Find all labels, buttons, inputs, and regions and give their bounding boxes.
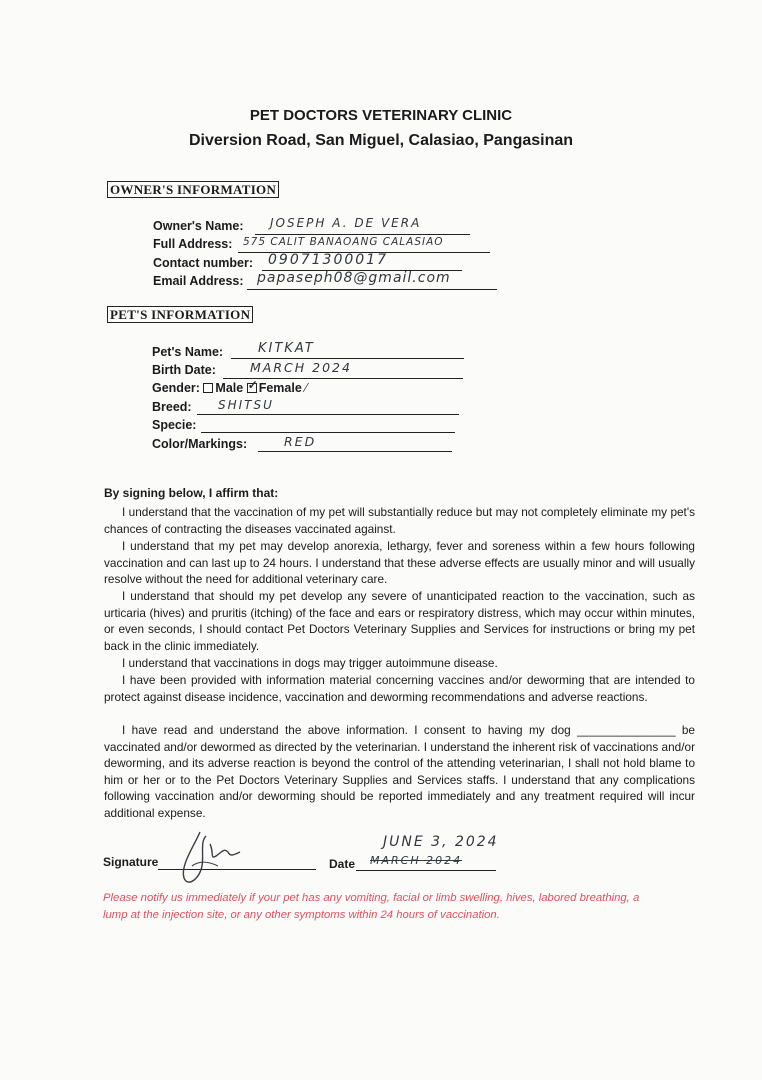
consent-paragraph-3: I understand that should my pet develop any severe of unanticipated reaction to the vaccination, such as urticaria (hives) and pruritis (itching) of the face and ears or respiratory distress, which may occur within minutes, or even seconds, I should contact Pet Doctors Veterinary Supplies and Services for instructions or bring my pet back in the clinic immediately.	[104, 589, 695, 653]
color-value[interactable]: RED	[284, 434, 317, 449]
owner-name-value[interactable]: JOSEPH A. DE VERA	[270, 216, 422, 230]
gender-row: Gender: Male ✓ Female ⁄	[152, 381, 307, 395]
owner-name-label: Owner's Name:	[153, 219, 244, 233]
male-checkbox[interactable]	[203, 383, 213, 393]
clinic-name: PET DOCTORS VETERINARY CLINIC	[249, 107, 513, 124]
consent-paragraph-2: I understand that my pet may develop anorexia, lethargy, fever and soreness within a few hours following vaccination and can last up to 24 hours. I understand that these adverse effects are usually minor and will usually resolve without the need for additional veterinary care.	[104, 539, 695, 586]
pet-section-heading: PET'S INFORMATION	[107, 306, 253, 323]
birth-date-line	[223, 378, 463, 379]
female-option: Female	[258, 381, 302, 395]
address-value[interactable]: 575 CALIT BANAOANG CALASIAO	[243, 236, 444, 248]
breed-label: Breed:	[152, 400, 192, 414]
email-label: Email Address:	[153, 274, 244, 288]
date-struck-value: MARCH 2024	[370, 854, 463, 867]
address-label: Full Address:	[153, 237, 233, 251]
color-line	[258, 451, 452, 452]
date-line	[356, 870, 496, 871]
gender-label: Gender:	[152, 381, 200, 395]
breed-value[interactable]: SHITSU	[218, 398, 274, 412]
breed-line	[197, 414, 459, 415]
contact-value[interactable]: 09071300017	[268, 252, 388, 268]
date-value[interactable]: JUNE 3, 2024	[383, 834, 499, 850]
owner-name-line	[255, 234, 470, 235]
pet-name-line	[231, 358, 464, 359]
birth-date-label: Birth Date:	[152, 363, 216, 377]
specie-line	[201, 432, 455, 433]
color-label: Color/Markings:	[152, 437, 248, 451]
consent-paragraph-1: I understand that the vaccination of my pet will substantially reduce but may not completely eliminate my pet's chances of contracting the diseases vaccinated against.	[104, 505, 695, 536]
consent-intro: By signing below, I affirm that:	[104, 486, 279, 500]
consent-paragraph-4: I understand that vaccinations in dogs may trigger autoimmune disease.	[122, 656, 498, 670]
owner-section-heading: OWNER'S INFORMATION	[107, 181, 279, 198]
birth-date-value[interactable]: MARCH 2024	[250, 360, 352, 375]
email-line	[247, 289, 497, 290]
date-label: Date	[329, 857, 356, 871]
consent-paragraph-6: I have read and understand the above information. I consent to having my dog _______________ be vaccinated and/or dewormed as directed by the veterinarian. I understand the inherent risk of vaccinations and/or deworming, and its adverse reaction is beyond the control of the attending veterinarian, I shall not hold blame to him or her or to the Pet Doctors Veterinary Supplies and Services staffs. I understand that any complications following vaccination and/or deworming should be reported immediately and any treatment required will incur additional expense.	[104, 723, 695, 820]
signature-label: Signature	[103, 855, 159, 869]
male-option: Male	[215, 381, 244, 395]
pet-name-value[interactable]: KITKAT	[258, 341, 315, 356]
female-checkbox[interactable]	[247, 383, 257, 393]
clinic-address: Diversion Road, San Miguel, Calasiao, Pangasinan	[188, 132, 574, 149]
pet-name-label: Pet's Name:	[152, 345, 224, 359]
contact-label: Contact number:	[153, 256, 253, 270]
email-value[interactable]: papaseph08@gmail.com	[257, 270, 451, 286]
signature-scribble[interactable]	[170, 826, 250, 890]
specie-label: Specie:	[152, 418, 197, 432]
footer-note: Please notify us immediately if your pet has any vomiting, facial or limb swelling, hives, labored breathing, a lump at the injection site, or any other symptoms within 24 hours of vaccination.	[103, 892, 640, 921]
consent-paragraph-5: I have been provided with information material concerning vaccines and/or deworming that are intended to protect against disease incidence, vaccination and deworming recommendations and adverse reactions.	[104, 673, 695, 704]
